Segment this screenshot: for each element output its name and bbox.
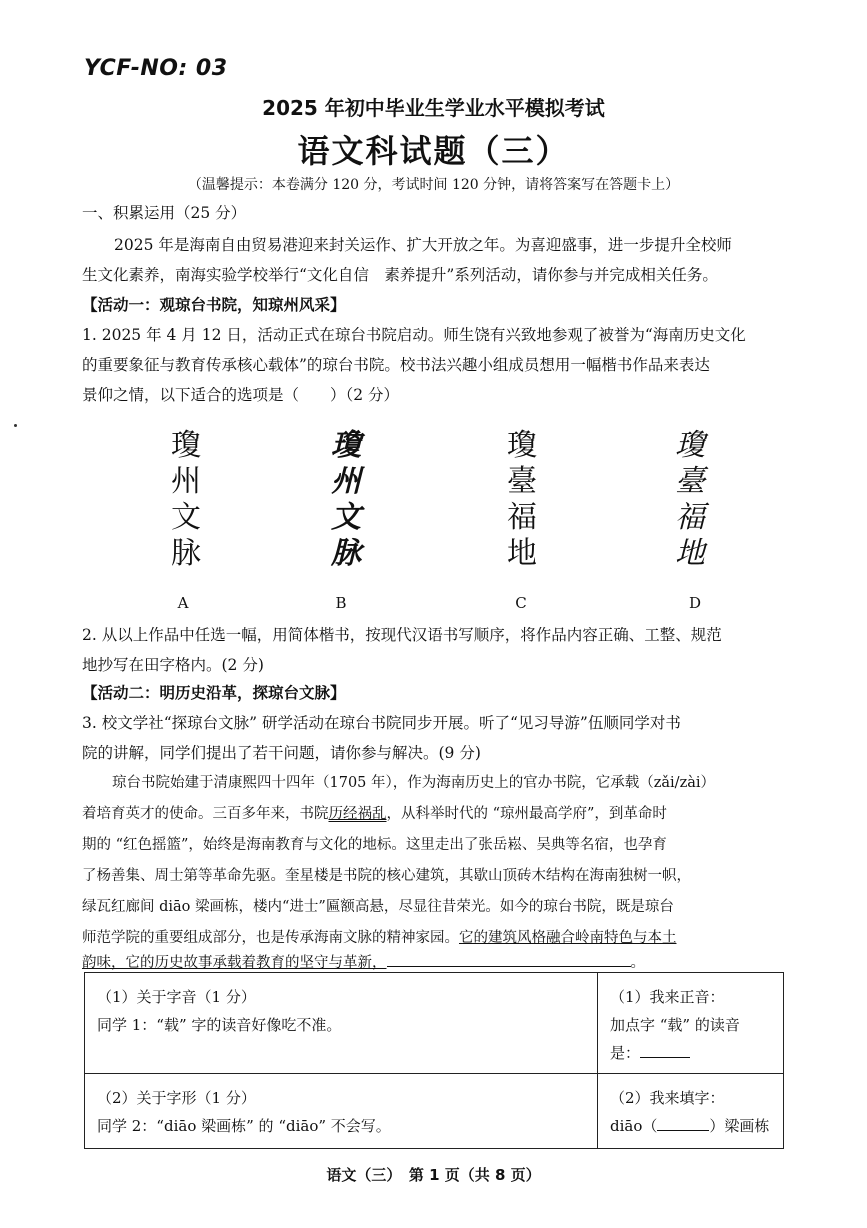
table-cell [598,973,784,1074]
passage-line-5: 绿瓦红廊间 diāo 梁画栋，楼内“进士”匾额高悬，尽显往昔荣光。如今的琼台书院，既是琼台 [82,899,674,915]
option-d-label: D [688,594,702,612]
table-cell [598,1074,784,1149]
option-a-char: 瓊 [171,428,201,463]
question-table [84,972,784,1149]
passage-line-1: 琼台书院始建于清康熙四十四年（1705 年），作为海南历史上的官办书院，它承载（zǎi/zài） [112,775,715,791]
underlined-sentence: 韵味，它的历史故事承载着教育的坚守与革新， [82,955,387,971]
option-c-char: 臺 [507,464,537,499]
q2-line-2: 地抄写在田字格内。(2 分) [82,656,264,674]
option-d-char: 地 [675,536,705,571]
table-row [85,973,784,1074]
passage-line-2 [82,799,794,830]
option-a-char: 文 [171,500,201,535]
scan-speck [14,424,17,427]
option-b-char: 瓊 [331,428,361,463]
underlined-phrase: 历经祸乱 [328,806,387,822]
activity1-title: 【活动一：观琼台书院，知琼州风采】 [82,296,346,314]
option-c-char: 瓊 [507,428,537,463]
paper-code: YCF-NO: 03 [84,56,228,81]
activity2-title: 【活动二：明历史沿革，探琼台文脉】 [82,684,346,702]
row2-left-body: 同学 2：“diāo 梁画栋” 的 “diāo” 不会写。 [97,1117,391,1135]
row2-right-post: ）梁画栋 [709,1117,770,1135]
intro-line-2: 生文化素养，南海实验学校举行“文化自信 素养提升”系列活动，请你参与并完成相关任务。 [82,266,718,284]
passage-line-3: 期的 “红色摇篮”，始终是海南教育与文化的地标。这里走出了张岳崧、吴典等名宿，也孕育 [82,837,667,853]
row1-right-body2 [610,1039,773,1067]
intro-line-1: 2025 年是海南自由贸易港迎来封关运作、扩大开放之年。为喜迎盛事，进一步提升全校师 [114,236,732,254]
option-d-char: 福 [675,500,705,535]
passage-line-4: 了杨善集、周士第等革命先驱。奎星楼是书院的核心建筑，其歇山顶砖木结构在海南独树一帜， [82,868,691,884]
answer-blank[interactable] [387,948,631,967]
underlined-sentence: 它的建筑风格融合岭南特色与本土 [459,930,677,946]
row2-right-pre: diāo（ [610,1117,658,1135]
q1-line-1: 1. 2025 年 4 月 12 日，活动正式在琼台书院启动。师生饶有兴致地参观了被誉为“海南历史文化 [82,326,746,344]
row2-right-body [610,1112,773,1140]
option-b-label: B [335,594,347,612]
option-c-char: 福 [507,500,537,535]
option-c-char: 地 [507,536,537,571]
q2-line-1: 2. 从以上作品中任选一幅，用简体楷书，按现代汉语书写顺序，将作品内容正确、工整、规范 [82,626,722,644]
q3-line-2: 院的讲解，同学们提出了若干问题，请你参与解决。(9 分) [82,744,481,762]
option-b-calligraphy [322,428,370,572]
row1-left-body: 同学 1：“载” 字的读音好像吃不准。 [97,1016,342,1034]
page-footer: 语文（三） 第 1 页（共 8 页） [326,1166,541,1184]
passage-text: 师范学院的重要组成部分，也是传承海南文脉的精神家园。 [82,930,459,946]
subject-title: 语文科试题（三） [297,132,570,170]
q1-line-2: 的重要象征与教育传承核心载体”的琼台书院。校书法兴趣小组成员想用一幅楷书作品来表达 [82,356,710,374]
table-row [85,1074,784,1149]
q3-line-1: 3. 校文学社“探琼台文脉” 研学活动在琼台书院同步开展。听了“见习导游”伍顺同学对书 [82,714,681,732]
table-cell [85,973,598,1074]
table-cell [85,1074,598,1149]
row1-right-title: （1）我来正音： [610,988,725,1006]
option-a-label: A [177,594,189,612]
option-c-calligraphy [500,428,544,572]
row1-right-label: 是： [610,1044,641,1062]
option-a-char: 州 [171,464,201,499]
option-c-label: C [515,594,527,612]
passage-text: ，从科举时代的 “琼州最高学府”，到革命时 [386,806,667,822]
row1-left-title: （1）关于字音（1 分） [97,988,256,1006]
exam-title: 2025 年初中毕业生学业水平模拟考试 [262,96,605,120]
option-b-char: 脉 [331,536,361,571]
answer-blank[interactable] [657,1112,709,1131]
q1-line-3: 景仰之情，以下适合的选项是（ ）（2 分） [82,386,400,404]
answer-blank[interactable] [640,1039,690,1058]
row2-right-title: （2）我来填字： [610,1089,725,1107]
option-b-char: 州 [331,464,361,499]
option-d-char: 瓊 [675,428,705,463]
option-d-char: 臺 [675,464,705,499]
option-a-calligraphy [166,428,206,572]
option-d-calligraphy [668,428,712,572]
option-b-char: 文 [331,500,361,535]
row1-right-body1: 加点字 “载” 的读音 [610,1016,740,1034]
row2-left-title: （2）关于字形（1 分） [97,1089,256,1107]
section-heading: 一、积累运用（25 分） [82,204,247,222]
exam-tip: （温馨提示：本卷满分 120 分，考试时间 120 分钟，请将答案写在答题卡上） [187,177,680,193]
passage-text: 。 [630,955,645,971]
option-a-char: 脉 [171,536,201,571]
passage-text: 着培育英才的使命。三百多年来，书院 [82,806,329,822]
